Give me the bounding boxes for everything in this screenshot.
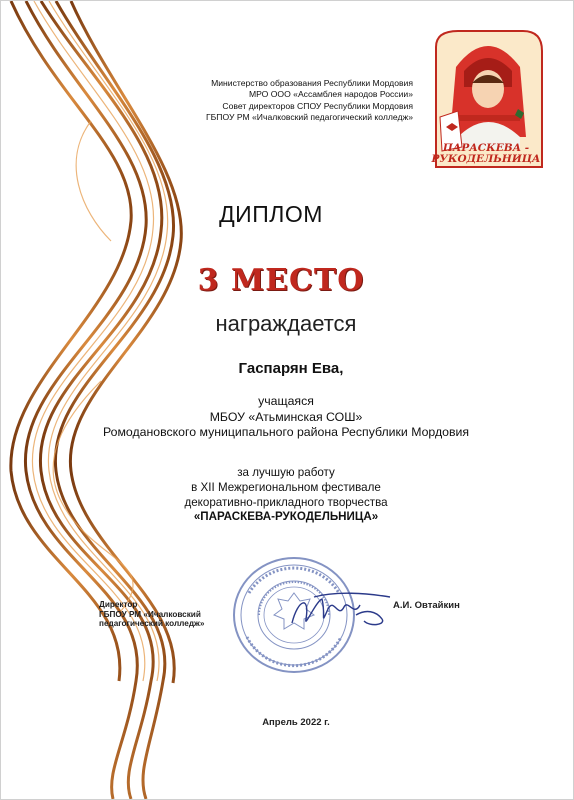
organization-line: Министерство образования Республики Мордовия	[211, 78, 413, 88]
director-line: педагогический колледж»	[99, 619, 205, 628]
director-title	[99, 600, 229, 629]
logo-caption	[431, 143, 541, 165]
detail-line: Ромодановского муниципального района Республики Мордовия	[102, 425, 470, 439]
festival-name: «ПАРАСКЕВА-РУКОДЕЛЬНИЦА»	[193, 510, 379, 524]
logo-caption-line: ПАРАСКЕВА -	[442, 142, 530, 154]
issue-date: Апрель 2022 г.	[262, 717, 330, 728]
recipient-name: Гаспарян Ева,	[238, 360, 344, 377]
organization-line: МРО ООО «Ассамблея народов России»	[248, 89, 413, 100]
diploma-title: ДИПЛОМ	[219, 201, 323, 227]
organization-line: Совет директоров СПОУ Республики Мордовия	[222, 100, 413, 111]
logo-caption-line: РУКОДЕЛЬНИЦА	[431, 153, 541, 165]
organization-line: ГБПОУ РМ «Ичалковский педагогический колледж»	[206, 111, 413, 122]
recipient-details	[61, 394, 511, 441]
detail-line: учащаяся	[258, 394, 314, 408]
awarded-label: награждается	[215, 311, 357, 336]
director-line: ГБПОУ РМ «Ичалковский	[99, 609, 201, 619]
reason-line: декоративно-прикладного творчества	[184, 495, 388, 509]
detail-line: МБОУ «Атьминская СОШ»	[209, 409, 363, 424]
director-line: Директор	[99, 600, 138, 609]
director-signature	[286, 589, 396, 637]
signer-name: А.И. Овтайкин	[393, 600, 460, 611]
place-award: 3 МЕСТО	[197, 263, 365, 298]
reason-line: за лучшую работу	[237, 466, 335, 479]
reason-line: в XII Межрегиональном фестивале	[191, 480, 381, 494]
award-reason	[61, 466, 511, 525]
issuing-organizations	[151, 78, 413, 123]
